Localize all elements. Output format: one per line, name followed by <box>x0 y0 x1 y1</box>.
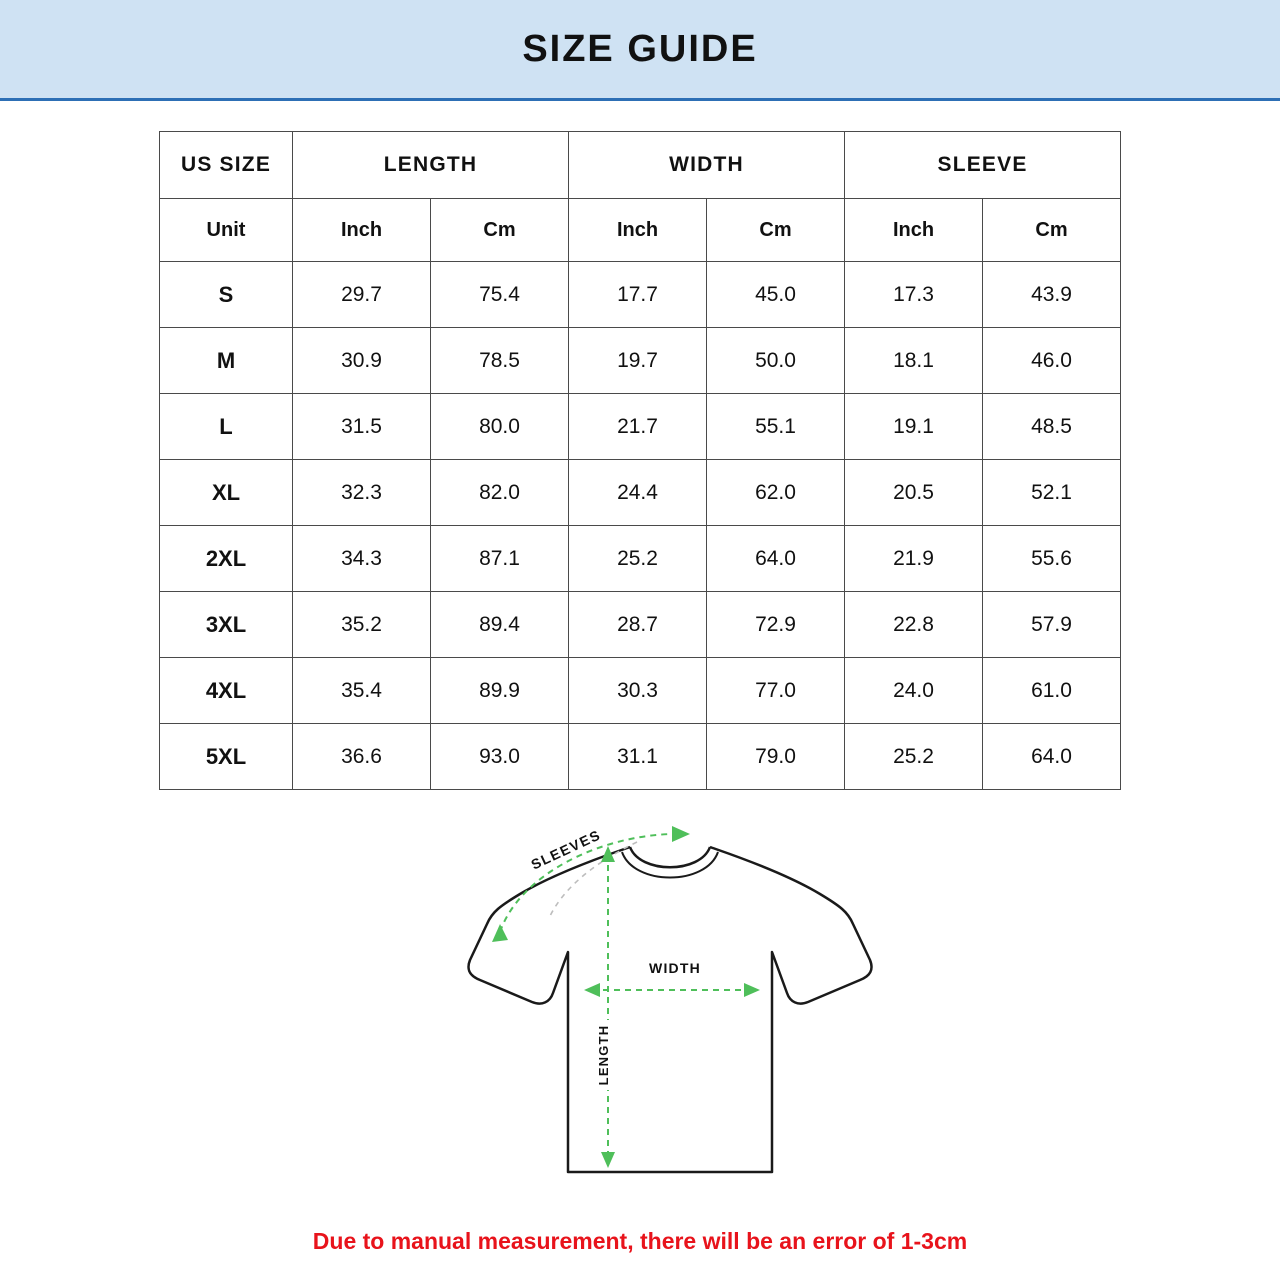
cell-sleeve-in: 21.9 <box>845 526 983 592</box>
cell-width-cm: 55.1 <box>707 394 845 460</box>
tshirt-measurement-diagram <box>0 812 1280 1202</box>
size-chart-table <box>159 131 1121 790</box>
cell-length-in: 34.3 <box>293 526 431 592</box>
unit-label: Unit <box>160 199 293 262</box>
unit-width-cm: Cm <box>707 199 845 262</box>
sleeves-label: SLEEVES <box>528 826 604 873</box>
cell-length-cm: 80.0 <box>431 394 569 460</box>
cell-length-cm: 89.4 <box>431 592 569 658</box>
cell-width-in: 24.4 <box>569 460 707 526</box>
cell-length-cm: 87.1 <box>431 526 569 592</box>
table-row <box>160 592 1121 658</box>
cell-width-in: 28.7 <box>569 592 707 658</box>
cell-length-in: 29.7 <box>293 262 431 328</box>
cell-width-cm: 62.0 <box>707 460 845 526</box>
cell-length-cm: 93.0 <box>431 724 569 790</box>
table-row <box>160 328 1121 394</box>
cell-sleeve-cm: 55.6 <box>983 526 1121 592</box>
cell-size: XL <box>160 460 293 526</box>
tshirt-outline-icon <box>468 847 871 1172</box>
cell-size: L <box>160 394 293 460</box>
cell-length-cm: 82.0 <box>431 460 569 526</box>
table-row <box>160 394 1121 460</box>
table-row <box>160 658 1121 724</box>
cell-width-in: 31.1 <box>569 724 707 790</box>
cell-width-in: 19.7 <box>569 328 707 394</box>
cell-width-cm: 79.0 <box>707 724 845 790</box>
cell-width-cm: 77.0 <box>707 658 845 724</box>
table-row <box>160 526 1121 592</box>
cell-sleeve-in: 18.1 <box>845 328 983 394</box>
table-unit-row <box>160 199 1121 262</box>
cell-sleeve-cm: 43.9 <box>983 262 1121 328</box>
header-length: LENGTH <box>293 132 569 199</box>
cell-width-cm: 64.0 <box>707 526 845 592</box>
cell-length-in: 35.2 <box>293 592 431 658</box>
cell-size: M <box>160 328 293 394</box>
unit-length-inch: Inch <box>293 199 431 262</box>
cell-length-in: 30.9 <box>293 328 431 394</box>
unit-length-cm: Cm <box>431 199 569 262</box>
cell-size: 4XL <box>160 658 293 724</box>
header-banner <box>0 0 1280 101</box>
page-title: SIZE GUIDE <box>522 27 758 70</box>
cell-sleeve-cm: 64.0 <box>983 724 1121 790</box>
cell-sleeve-cm: 46.0 <box>983 328 1121 394</box>
cell-width-cm: 50.0 <box>707 328 845 394</box>
cell-sleeve-cm: 57.9 <box>983 592 1121 658</box>
table-row <box>160 460 1121 526</box>
cell-size: 2XL <box>160 526 293 592</box>
cell-length-in: 35.4 <box>293 658 431 724</box>
cell-length-in: 36.6 <box>293 724 431 790</box>
table-group-header-row <box>160 132 1121 199</box>
header-sleeve: SLEEVE <box>845 132 1121 199</box>
measurement-disclaimer: Due to manual measurement, there will be an error of 1-3cm <box>312 1228 968 1254</box>
cell-width-in: 17.7 <box>569 262 707 328</box>
cell-length-in: 32.3 <box>293 460 431 526</box>
cell-length-cm: 78.5 <box>431 328 569 394</box>
cell-sleeve-cm: 61.0 <box>983 658 1121 724</box>
cell-sleeve-in: 24.0 <box>845 658 983 724</box>
table-row <box>160 724 1121 790</box>
cell-sleeve-in: 17.3 <box>845 262 983 328</box>
cell-sleeve-in: 20.5 <box>845 460 983 526</box>
table-row <box>160 262 1121 328</box>
cell-width-cm: 72.9 <box>707 592 845 658</box>
cell-sleeve-cm: 48.5 <box>983 394 1121 460</box>
cell-sleeve-in: 22.8 <box>845 592 983 658</box>
unit-sleeve-inch: Inch <box>845 199 983 262</box>
length-label: LENGTH <box>596 1024 611 1086</box>
cell-size: 3XL <box>160 592 293 658</box>
width-label: WIDTH <box>649 960 701 976</box>
cell-length-in: 31.5 <box>293 394 431 460</box>
cell-width-in: 25.2 <box>569 526 707 592</box>
cell-size: 5XL <box>160 724 293 790</box>
cell-width-in: 30.3 <box>569 658 707 724</box>
cell-width-cm: 45.0 <box>707 262 845 328</box>
cell-sleeve-in: 19.1 <box>845 394 983 460</box>
cell-length-cm: 89.9 <box>431 658 569 724</box>
cell-sleeve-cm: 52.1 <box>983 460 1121 526</box>
header-us-size: US SIZE <box>160 132 293 199</box>
unit-width-inch: Inch <box>569 199 707 262</box>
cell-sleeve-in: 25.2 <box>845 724 983 790</box>
header-width: WIDTH <box>569 132 845 199</box>
unit-sleeve-cm: Cm <box>983 199 1121 262</box>
cell-length-cm: 75.4 <box>431 262 569 328</box>
cell-size: S <box>160 262 293 328</box>
size-table-container <box>159 131 1121 790</box>
cell-width-in: 21.7 <box>569 394 707 460</box>
